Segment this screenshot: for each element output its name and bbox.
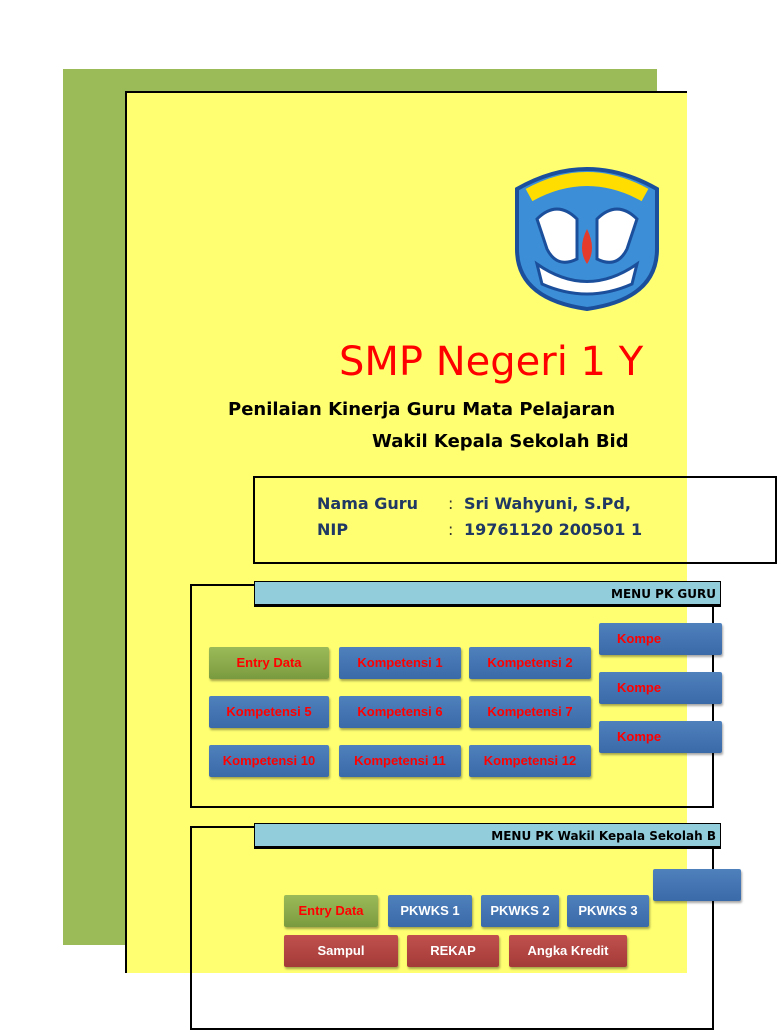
wks-entry-data-button[interactable]: Entry Data — [284, 895, 378, 927]
kompetensi-8-button[interactable] — [599, 672, 722, 704]
rekap-button[interactable]: REKAP — [407, 935, 499, 967]
teacher-name-label: Nama Guru — [317, 494, 419, 513]
kompetensi-11-button[interactable]: Kompetensi 11 — [339, 745, 461, 777]
kompetensi-7-button[interactable]: Kompetensi 7 — [469, 696, 591, 728]
teacher-nip-colon: : — [448, 520, 454, 539]
teacher-name-colon: : — [448, 494, 454, 513]
spreadsheet-area — [63, 69, 662, 958]
kompetensi-12-button[interactable]: Kompetensi 12 — [469, 745, 591, 777]
teacher-name-value: Sri Wahyuni, S.Pd, — [464, 494, 631, 513]
kompetensi-13-label: Kompe — [617, 729, 662, 744]
kompetensi-3-button[interactable] — [599, 623, 722, 655]
kompetensi-5-button[interactable]: Kompetensi 5 — [209, 696, 329, 728]
teacher-info-box — [253, 476, 777, 564]
tut-wuri-handayani-logo-icon — [507, 159, 667, 309]
kompetensi-6-button[interactable]: Kompetensi 6 — [339, 696, 461, 728]
kompetensi-3-label: Kompe — [617, 631, 662, 646]
menu-pk-wks-header: MENU PK Wakil Kepala Sekolah B — [254, 823, 721, 847]
teacher-nip-label: NIP — [317, 520, 349, 539]
sampul-button[interactable]: Sampul — [284, 935, 398, 967]
kompetensi-10-button[interactable]: Kompetensi 10 — [209, 745, 329, 777]
guru-entry-data-button[interactable]: Entry Data — [209, 647, 329, 679]
page-subtitle-line-1: Penilaian Kinerja Guru Mata Pelajaran — [228, 399, 616, 420]
teacher-nip-value: 19761120 200501 1 — [464, 520, 643, 539]
school-name: SMP Negeri 1 Y — [339, 339, 644, 385]
kompetensi-2-button[interactable]: Kompetensi 2 — [469, 647, 591, 679]
pkwks-2-button[interactable]: PKWKS 2 — [481, 895, 559, 927]
angka-kredit-button[interactable]: Angka Kredit — [509, 935, 627, 967]
page-subtitle-line-2: Wakil Kepala Sekolah Bid — [372, 431, 629, 452]
kompetensi-8-label: Kompe — [617, 680, 662, 695]
menu-pk-guru-header: MENU PK GURU — [254, 581, 721, 605]
pkwks-3-button[interactable]: PKWKS 3 — [567, 895, 649, 927]
pkwks-1-button[interactable]: PKWKS 1 — [388, 895, 472, 927]
pkwks-4-button[interactable] — [653, 869, 741, 901]
kompetensi-13-button[interactable] — [599, 721, 722, 753]
kompetensi-1-button[interactable]: Kompetensi 1 — [339, 647, 461, 679]
menu-pk-wks-panel — [190, 826, 714, 1030]
